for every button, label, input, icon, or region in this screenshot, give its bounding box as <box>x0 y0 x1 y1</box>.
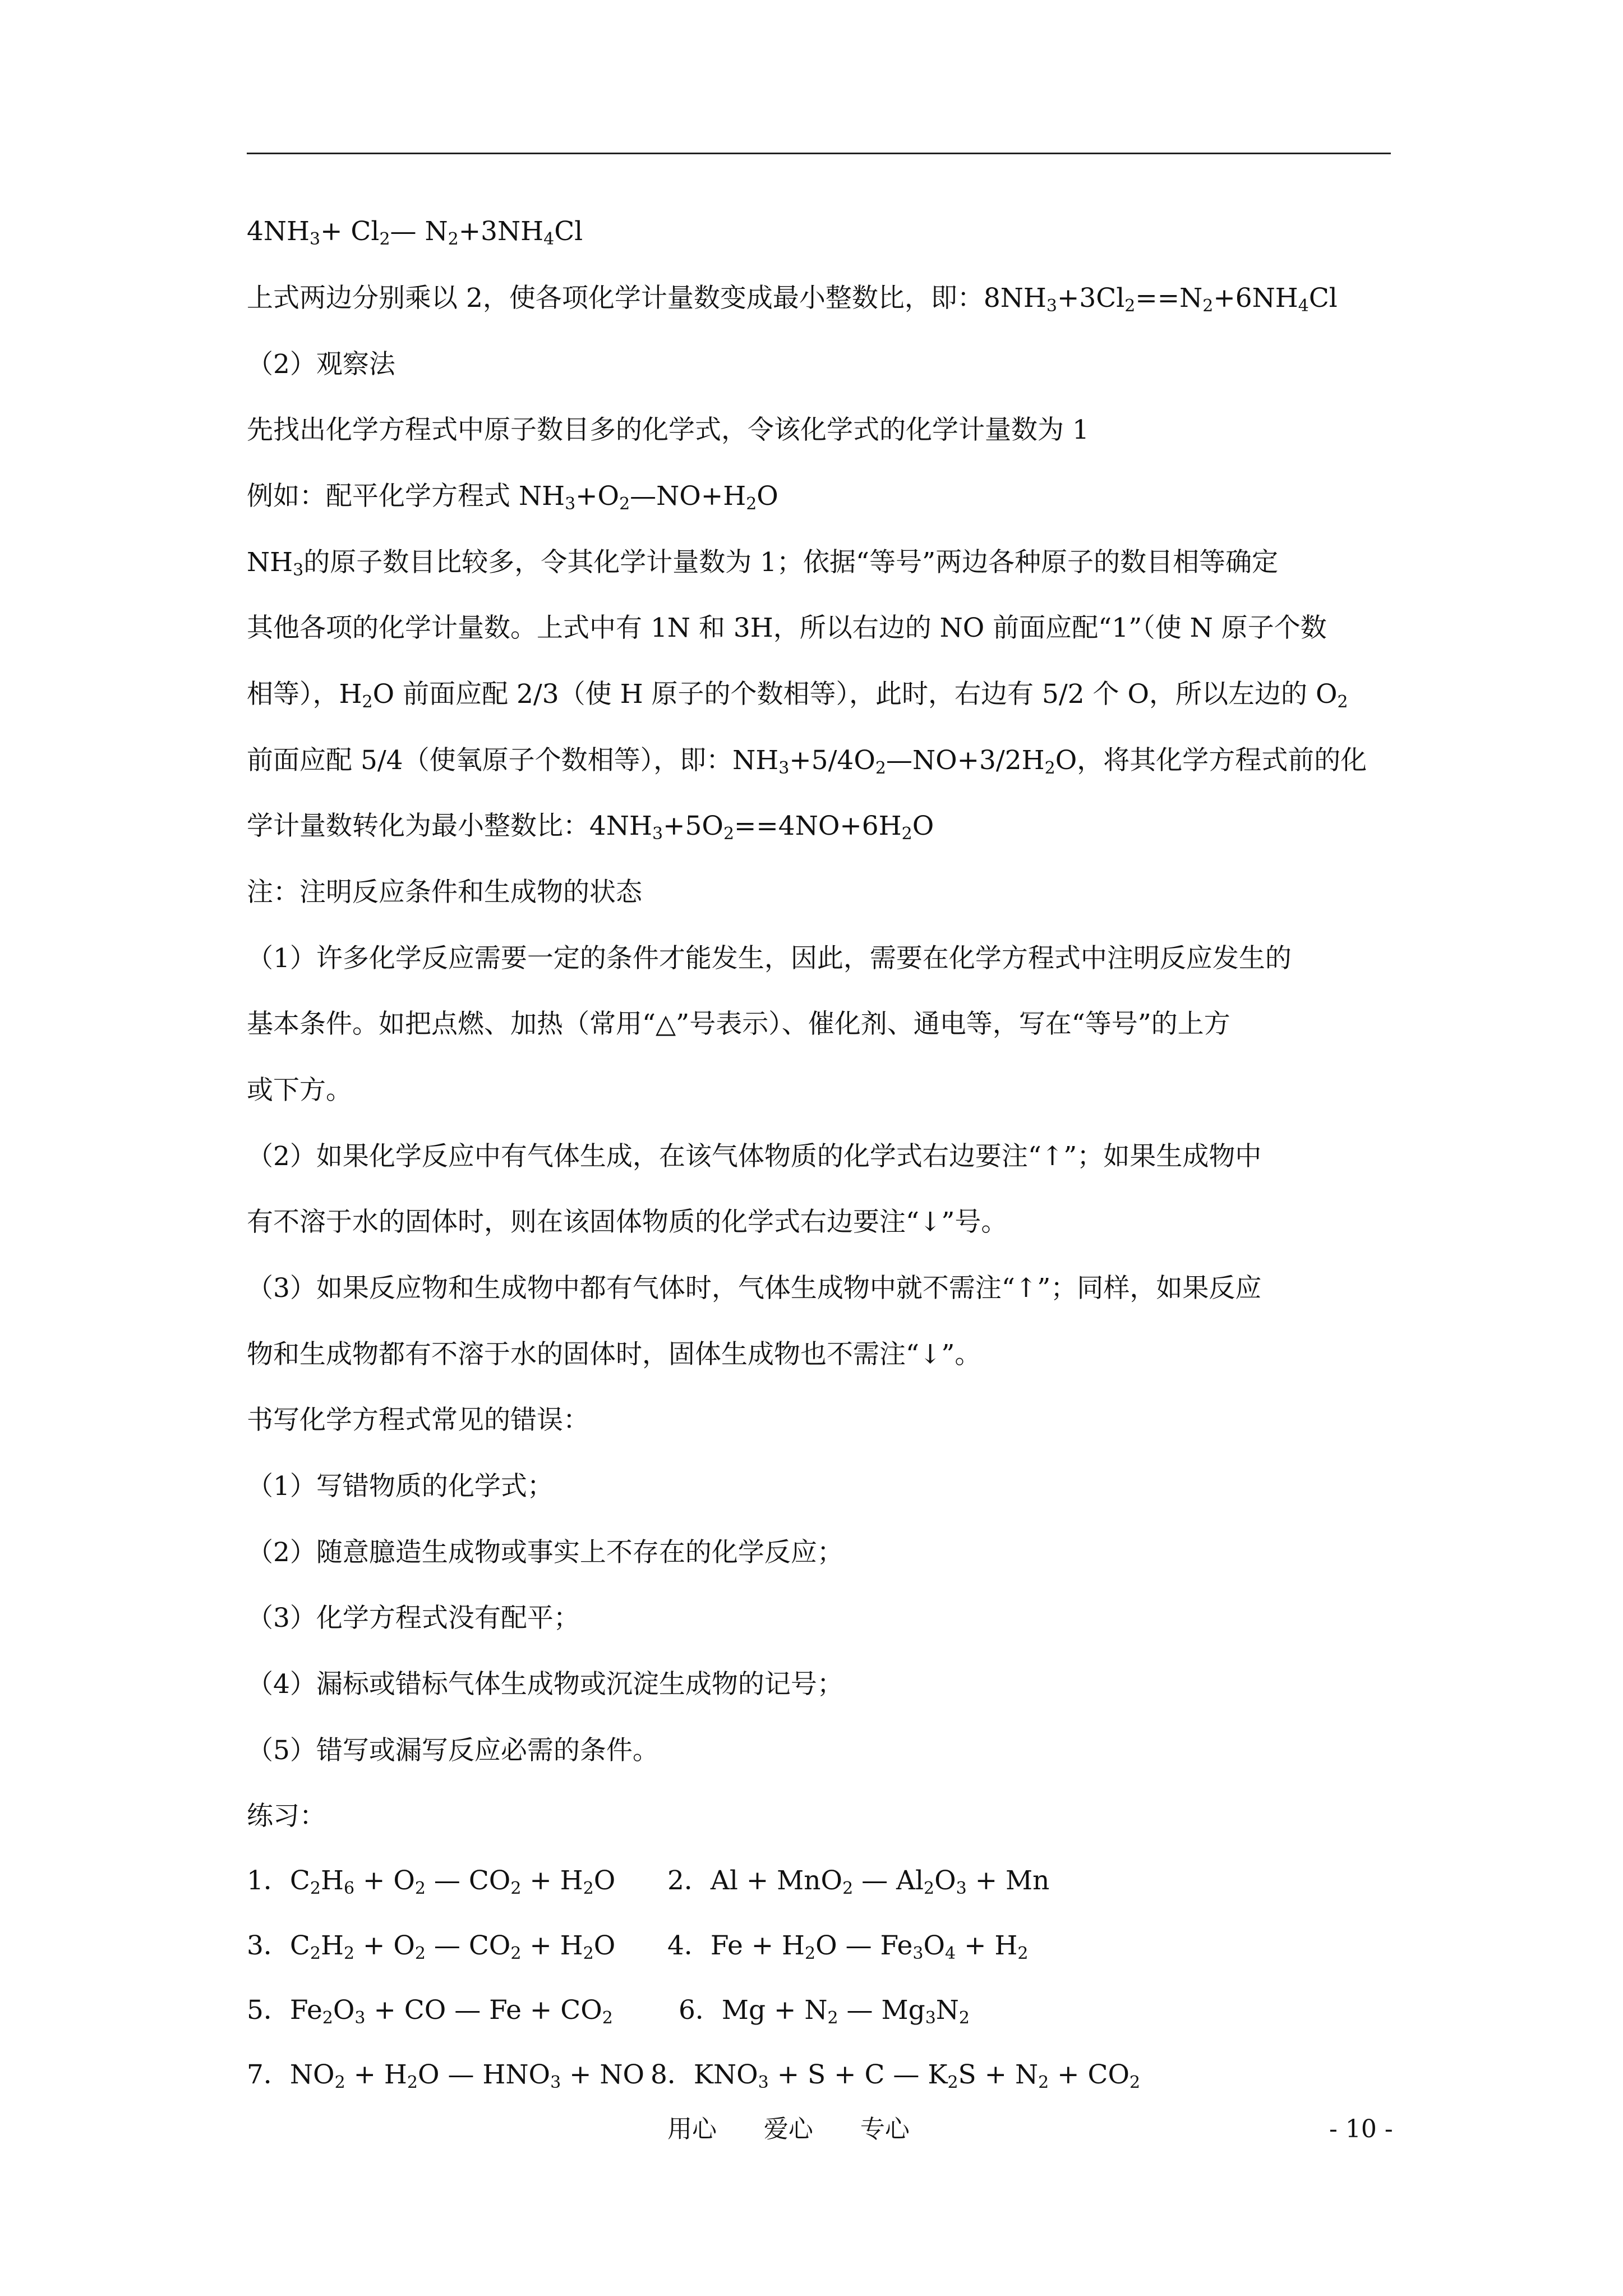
error-item-2: （2）随意臆造生成物或事实上不存在的化学反应； <box>247 1537 843 1568</box>
exercise-8: 8．$KNO_3 + S + C$ — $K_2S + N_2 + CO_2$ <box>651 2059 1141 2092</box>
paragraph-line-7: 其他各项的化学计量数。上式中有 1N 和 3H，所以右边的 NO 前面应配“1”（使 N 原子个数 <box>247 613 1327 643</box>
error-item-3: （3）化学方程式没有配平； <box>247 1603 580 1634</box>
paragraph-line-8: 相等），$H_2O$ 前面应配 2/3（使 H 原子的个数相等），此时，右边有 5/2 个 O，所以左边的 $O_2$ <box>247 679 1348 712</box>
paragraph-line-9: 前面应配 5/4（使氧原子个数相等），即：$NH_3+5/4O_2—NO+3/2H_2O$，将其化学方程式前的化 <box>247 745 1367 778</box>
exercise-2: 2．Al + MnO$_2$ — $Al_2O_3 + Mn$ <box>667 1865 1050 1898</box>
exercise-heading: 练习： <box>247 1801 326 1832</box>
error-item-1: （1）写错物质的化学式； <box>247 1471 554 1502</box>
errors-heading: 书写化学方程式常见的错误： <box>247 1405 589 1435</box>
exercise-1: 1．$C_2H_6 + O_2$ — $CO_2 + H_2O$ <box>247 1865 616 1898</box>
exercise-4: 4．$Fe + H_2O$ — $Fe_3O_4 + H_2$ <box>667 1930 1029 1963</box>
section-heading-observation: （2）观察法 <box>247 349 395 380</box>
paragraph-line-18: 物和生成物都有不溶于水的固体时，固体生成物也不需注“↓”。 <box>247 1339 981 1370</box>
note-heading: 注：注明反应条件和生成物的状态 <box>247 877 642 908</box>
paragraph-line-16: 有不溶于水的固体时，则在该固体物质的化学式右边要注“↓”号。 <box>247 1207 1008 1237</box>
paragraph-line-4: 先找出化学方程式中原子数目多的化学式，令该化学式的化学计量数为 1 <box>247 415 1089 445</box>
paragraph-line-6: $NH_3$的原子数目比较多，令其化学计量数为 1；依据“等号”两边各种原子的数目相等确定 <box>247 547 1279 580</box>
exercise-7: 7．$NO_2 + H_2O$ — $HNO_3$ + NO <box>247 2059 645 2092</box>
paragraph-line-2: 上式两边分别乘以 2，使各项化学计量数变成最小整数比，即：$8NH_3+3Cl_2==N_2+6NH_4Cl$ <box>247 283 1338 316</box>
error-item-5: （5）错写或漏写反应必需的条件。 <box>247 1735 659 1766</box>
equation-line-1: $4NH_3+$ $Cl_2—$ $N_2+3NH_4Cl$ <box>247 216 583 249</box>
exercise-3: 3．$C_2H_2 + O_2$ — $CO_2 + H_2O$ <box>247 1930 616 1963</box>
exercise-5: 5．$Fe_2O_3$ + CO — $Fe + CO_2$ <box>247 1995 613 2028</box>
paragraph-line-17: （3）如果反应物和生成物中都有气体时，气体生成物中就不需注“↑”；同样，如果反应 <box>247 1273 1262 1304</box>
page-number: - 10 - <box>1329 2115 1393 2143</box>
footer-motto: 用心 爱心 专心 <box>667 2115 910 2143</box>
paragraph-line-15: （2）如果化学反应中有气体生成，在该气体物质的化学式右边要注“↑”；如果生成物中 <box>247 1141 1262 1172</box>
paragraph-line-5: 例如：配平化学方程式 $NH_3+O_2—NO+H_2O$ <box>247 481 778 514</box>
paragraph-line-12: （1）许多化学反应需要一定的条件才能发生，因此，需要在化学方程式中注明反应发生的 <box>247 943 1292 974</box>
paragraph-line-14: 或下方。 <box>247 1075 352 1106</box>
exercise-6: 6．$Mg + N_2$ — $Mg_3N_2$ <box>679 1995 970 2028</box>
error-item-4: （4）漏标或错标气体生成物或沉淀生成物的记号； <box>247 1669 843 1700</box>
header-rule <box>247 153 1391 154</box>
paragraph-line-10: 学计量数转化为最小整数比：$4NH_3+5O_2==4NO+6H_2O$ <box>247 811 934 844</box>
paragraph-line-13: 基本条件。如把点燃、加热（常用“△”号表示）、催化剂、通电等，写在“等号”的上方 <box>247 1009 1230 1039</box>
